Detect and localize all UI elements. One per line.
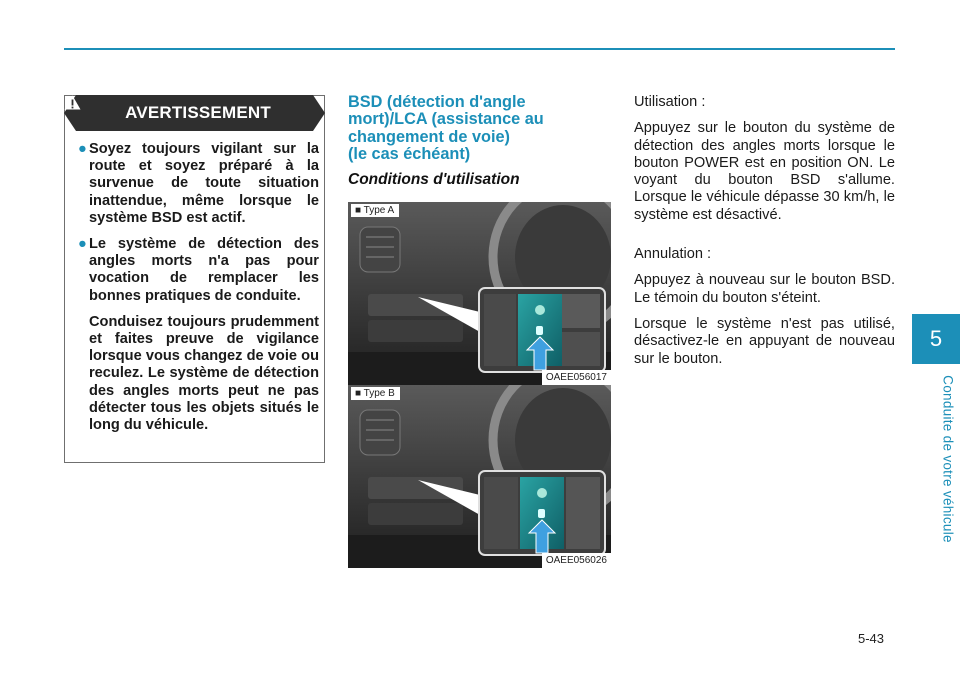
dashboard-illustration xyxy=(348,385,611,568)
warning-bullet xyxy=(78,236,319,305)
section-title-line: changement de voie) xyxy=(348,127,510,146)
section-subtitle: Conditions d'utilisation xyxy=(348,171,520,188)
bullet-dot-icon: ● xyxy=(78,141,87,157)
right-column xyxy=(634,94,895,377)
section-title xyxy=(348,94,578,164)
paragraph: Appuyez à nouveau sur le bouton BSD. Le témoin du bouton s'éteint. xyxy=(634,272,895,306)
figure-type-a xyxy=(348,202,611,385)
figure-type-label: ■ Type A xyxy=(351,204,399,217)
warning-bullet xyxy=(78,141,319,227)
figure-type-b xyxy=(348,385,611,568)
warning-body xyxy=(78,141,319,443)
chapter-title-text: Conduite de votre véhicule xyxy=(940,375,956,543)
paragraph-heading: Utilisation : xyxy=(634,94,706,110)
figure-code: OAEE056017 xyxy=(542,370,611,385)
section-title-line: (le cas échéant) xyxy=(348,145,471,164)
figure-type-label: ■ Type B xyxy=(351,387,400,400)
warning-bullet-text: Le système de détection des angles morts n'a pas pour vocation de remplacer les bonnes pratiques de conduite. xyxy=(89,236,319,304)
paragraph: Lorsque le système n'est pas utilisé, désactivez-le en appuyant de nouveau sur le bouton. xyxy=(634,315,895,367)
top-rule xyxy=(64,48,895,50)
dashboard-illustration xyxy=(348,202,611,385)
warning-header xyxy=(64,95,325,131)
section-title-line: mort)/LCA (assistance au xyxy=(348,110,544,129)
figure-code: OAEE056026 xyxy=(542,553,611,568)
bullet-dot-icon: ● xyxy=(78,236,87,253)
paragraph: Appuyez sur le bouton du système de détection des angles morts lorsque le bouton POWER est en position ON. Le voyant du bouton BSD s'allume. Lorsque le véhicule dépasse 30 km/h, le système est désactivé. xyxy=(634,120,895,223)
chapter-number-tab: 5 xyxy=(912,314,960,364)
chapter-title xyxy=(938,364,958,554)
warning-paragraph: Conduisez toujours prudemment et faites preuve de vigilance lorsque vous changez de voie ou reculez. Le système de détection des angles morts peut ne pas détecter tous les objets situés le long du véhicule. xyxy=(89,313,319,434)
warning-bullet-text: Soyez toujours vigilant sur la route et soyez préparé à la survenue de toute situation inattendue, même lorsque le système BSD est actif. xyxy=(89,141,319,226)
warning-title: AVERTISSEMENT xyxy=(125,103,271,122)
page-number: 5-43 xyxy=(858,631,885,646)
section-title-line: BSD (détection d'angle xyxy=(348,93,526,111)
paragraph-heading: Annulation : xyxy=(634,246,712,263)
